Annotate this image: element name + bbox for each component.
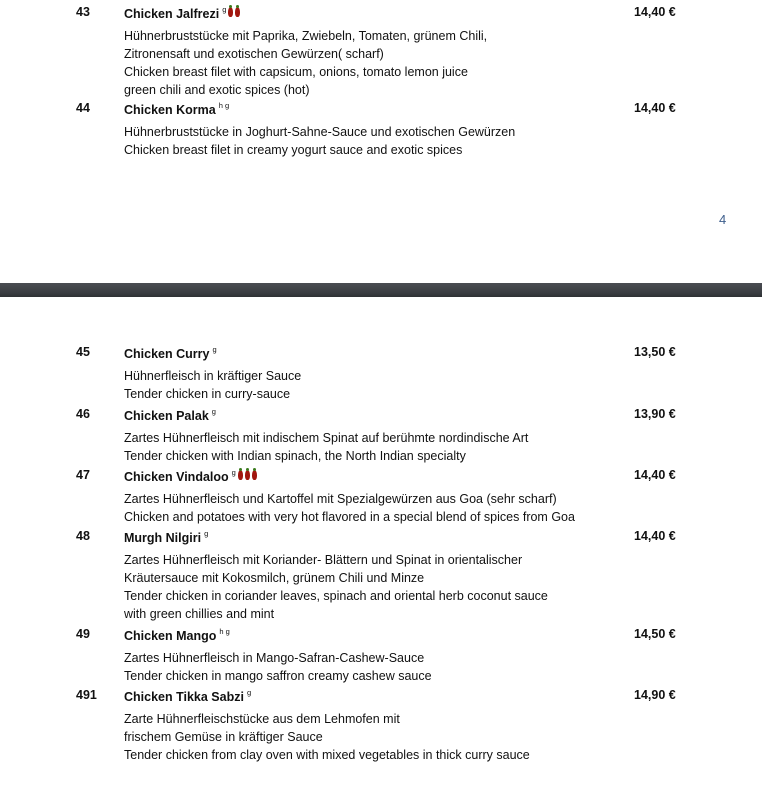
item-name	[124, 345, 217, 361]
chili-icon	[235, 7, 240, 17]
item-name	[124, 529, 208, 545]
item-price: 14,50 €	[634, 627, 676, 641]
item-name-text: Chicken Palak	[124, 409, 209, 423]
description-line: Chicken breast filet in creamy yogurt sauce and exotic spices	[124, 143, 463, 157]
description-line: Tender chicken in coriander leaves, spinach and oriental herb coconut sauce	[124, 589, 548, 603]
item-name	[124, 468, 257, 484]
description-line: frischem Gemüse in kräftiger Sauce	[124, 730, 323, 744]
description-line: Tender chicken in curry-sauce	[124, 387, 291, 401]
item-description	[124, 649, 432, 685]
item-description	[124, 490, 575, 526]
item-price: 14,40 €	[634, 468, 676, 482]
page-separator	[0, 283, 762, 297]
allergen-codes: g	[246, 688, 252, 697]
item-description	[124, 429, 528, 465]
item-price: 13,50 €	[634, 345, 676, 359]
description-line: Zarte Hühnerfleischstücke aus dem Lehmofen mit	[124, 712, 400, 726]
item-price: 14,40 €	[634, 5, 676, 19]
description-line: Zitronensaft und exotischen Gewürzen( scharf)	[124, 47, 384, 61]
description-line: Hühnerbruststücke in Joghurt-Sahne-Sauce und exotischen Gewürzen	[124, 125, 516, 139]
item-description	[124, 367, 301, 403]
allergen-codes: g	[222, 5, 227, 14]
description-line: Hühnerbruststücke mit Paprika, Zwiebeln, Tomaten, grünem Chili,	[124, 29, 488, 43]
item-description	[124, 27, 487, 99]
item-description	[124, 710, 530, 764]
allergen-codes: g	[211, 407, 216, 416]
chili-icon	[245, 470, 250, 480]
item-name-text: Chicken Korma	[124, 103, 216, 117]
item-name-text: Murgh Nilgiri	[124, 531, 202, 545]
item-description	[124, 123, 515, 159]
item-price: 14,40 €	[634, 529, 676, 543]
item-number: 48	[76, 529, 90, 543]
allergen-codes: h g	[219, 627, 230, 636]
item-number: 43	[76, 5, 90, 19]
menu-page-top	[0, 0, 762, 283]
item-name-text: Chicken Mango	[124, 629, 217, 643]
description-line: Zartes Hühnerfleisch in Mango-Safran-Cashew-Sauce	[124, 651, 425, 665]
allergen-codes: g	[231, 468, 236, 477]
chili-icon	[228, 7, 233, 17]
item-name-text: Chicken Vindaloo	[124, 470, 229, 484]
item-price: 13,90 €	[634, 407, 676, 421]
item-price: 14,40 €	[634, 101, 676, 115]
description-line: Zartes Hühnerfleisch mit indischem Spinat auf berühmte nordindische Art	[124, 431, 529, 445]
item-name	[124, 101, 229, 117]
allergen-codes: h g	[218, 101, 230, 110]
description-line: Zartes Hühnerfleisch und Kartoffel mit Spezialgewürzen aus Goa (sehr scharf)	[124, 492, 557, 506]
page-number: 4	[719, 212, 727, 227]
description-line: with green chillies and mint	[124, 607, 275, 621]
description-line: Tender chicken from clay oven with mixed vegetables in thick curry sauce	[124, 748, 530, 762]
description-line: Kräutersauce mit Kokosmilch, grünem Chili und Minze	[124, 571, 425, 585]
item-name-text: Chicken Tikka Sabzi	[124, 690, 244, 704]
item-number: 49	[76, 627, 90, 641]
item-number: 44	[76, 101, 90, 115]
description-line: Tender chicken in mango saffron creamy cashew sauce	[124, 669, 432, 683]
item-name	[124, 5, 240, 21]
description-line: Chicken breast filet with capsicum, onions, tomato lemon juice	[124, 65, 468, 79]
description-line: Chicken and potatoes with very hot flavored in a special blend of spices from Goa	[124, 510, 575, 524]
allergen-codes: g	[212, 345, 217, 354]
chili-icon	[238, 470, 243, 480]
description-line: Hühnerfleisch in kräftiger Sauce	[124, 369, 302, 383]
description-line: green chili and exotic spices (hot)	[124, 83, 310, 97]
item-name-text: Chicken Curry	[124, 347, 210, 361]
item-price: 14,90 €	[634, 688, 676, 702]
item-number: 46	[76, 407, 90, 421]
item-number: 491	[76, 688, 97, 702]
item-name	[124, 407, 216, 423]
chili-icon	[252, 470, 257, 480]
allergen-codes: g	[204, 529, 209, 538]
description-line: Zartes Hühnerfleisch mit Koriander- Blättern und Spinat in orientalischer	[124, 553, 523, 567]
item-name	[124, 627, 230, 643]
item-description	[124, 551, 548, 623]
menu-page-bottom	[0, 297, 762, 796]
item-name-text: Chicken Jalfrezi	[124, 7, 220, 21]
item-name	[124, 688, 251, 704]
item-number: 47	[76, 468, 90, 482]
description-line: Tender chicken with Indian spinach, the North Indian specialty	[124, 449, 466, 463]
item-number: 45	[76, 345, 90, 359]
